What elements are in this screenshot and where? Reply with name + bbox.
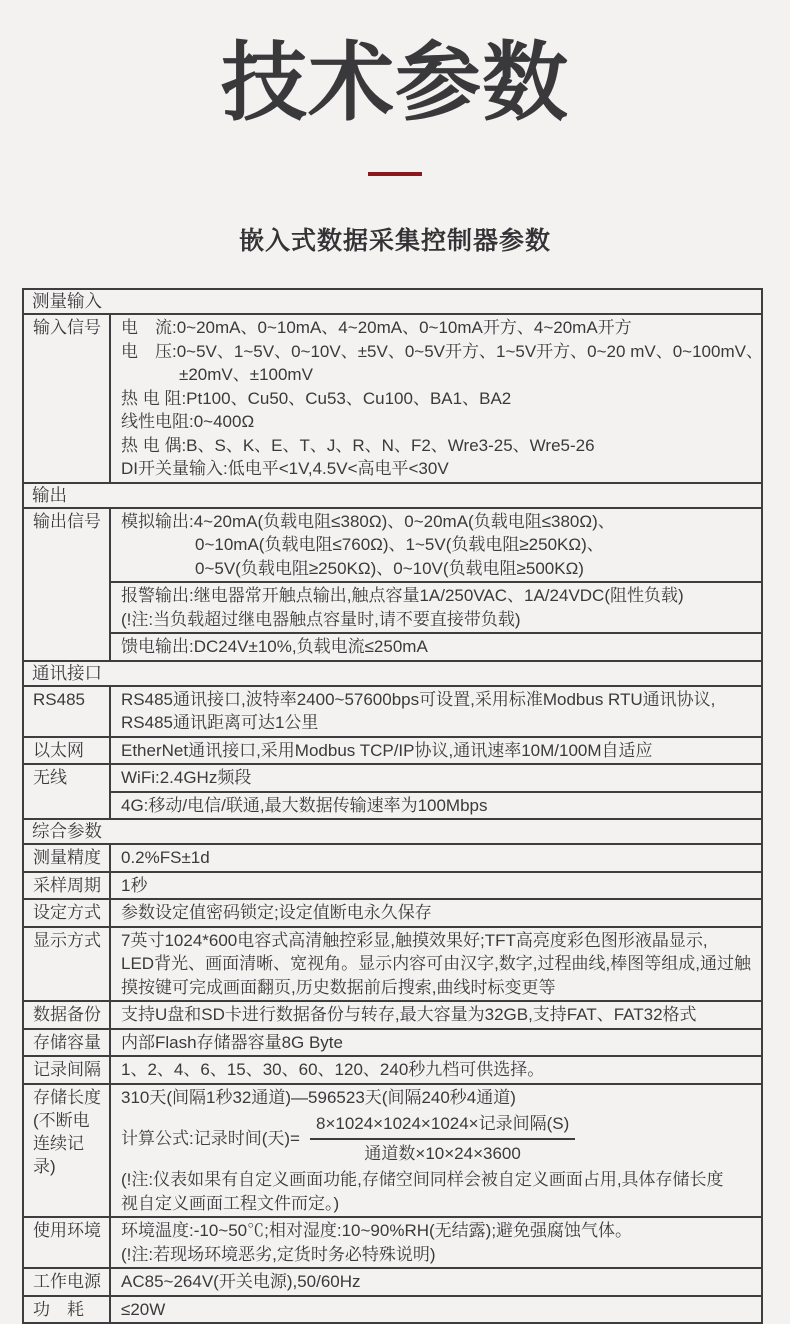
spec-label-accuracy: 测量精度 bbox=[24, 845, 111, 871]
spec-label-output-signal: 输出信号 bbox=[24, 509, 111, 660]
spec-row-backup bbox=[24, 1000, 761, 1028]
spec-value-accuracy bbox=[111, 845, 761, 871]
alarm-output-block bbox=[111, 581, 761, 632]
power-line: AC85~264V(开关电源),50/60Hz bbox=[121, 1272, 361, 1291]
spec-value-power bbox=[111, 1269, 761, 1295]
section-header-label: 输出 bbox=[32, 484, 67, 505]
spec-row-accuracy bbox=[24, 843, 761, 871]
spec-row-wireless bbox=[24, 763, 761, 818]
spec-value-input-signal bbox=[111, 315, 767, 482]
ethernet-line: EtherNet通讯接口,采用Modbus TCP/IP协议,通讯速率10M/100M自适应 bbox=[121, 740, 653, 760]
spec-value-rs485 bbox=[111, 687, 761, 736]
spec-value-display bbox=[111, 928, 761, 1001]
storage-formula bbox=[121, 1109, 757, 1168]
spec-value-setting bbox=[111, 900, 761, 926]
spec-row-sampling bbox=[24, 871, 761, 899]
alarm-output-note: (!注:当负载超过继电器触点容量时,请不要直接带负载) bbox=[121, 609, 521, 629]
page-title: 技术参数 bbox=[221, 35, 569, 131]
input-voltage-line-cont: ±20mV、±100mV bbox=[179, 365, 313, 384]
spec-label-capacity: 存储容量 bbox=[24, 1030, 111, 1056]
spec-row-consumption bbox=[24, 1295, 761, 1323]
spec-row-power bbox=[24, 1267, 761, 1295]
cellular-line: 4G:移动/电信/联通,最大数据传输速率为100Mbps bbox=[121, 795, 488, 815]
spec-label-display: 显示方式 bbox=[24, 928, 111, 1001]
display-line: 摸按键可完成画面翻页,历史数据前后搜索,曲线时标变更等 bbox=[121, 977, 556, 997]
section-header-measure-input bbox=[24, 290, 761, 313]
environment-line: 环境温度:-10~50℃;相对湿度:10~90%RH(无结露);避免强腐蚀气体。 bbox=[121, 1221, 633, 1240]
rs485-line: RS485通讯接口,波特率2400~57600bps可设置,采用标准Modbus RTU通讯协议, bbox=[121, 689, 716, 709]
spec-value-wireless bbox=[111, 765, 761, 818]
storage-formula-numerator: 8×1024×1024×1024×记录间隔(S) bbox=[310, 1112, 575, 1140]
storage-label-line: (不断电 bbox=[33, 1110, 90, 1130]
alarm-output-line: 报警输出:继电器常开触点输出,触点容量1A/250VAC、1A/24VDC(阻性负载) bbox=[121, 586, 684, 605]
analog-output-line: 模拟输出:4~20mA(负载电阻≤380Ω)、0~20mA(负载电阻≤380Ω)、 bbox=[121, 511, 615, 531]
spec-row-setting bbox=[24, 898, 761, 926]
spec-label-backup: 数据备份 bbox=[24, 1002, 111, 1028]
spec-label-power: 工作电源 bbox=[24, 1269, 111, 1295]
table-subtitle: 嵌入式数据采集控制器参数 bbox=[238, 227, 551, 255]
spec-value-environment bbox=[111, 1218, 761, 1267]
spec-row-rs485 bbox=[24, 685, 761, 736]
input-thermocouple-line: 热 电 偶:B、S、K、E、T、J、R、N、F2、Wre3-25、Wre5-26 bbox=[121, 435, 595, 455]
storage-label-line: 存储长度 bbox=[33, 1087, 101, 1107]
storage-range-line: 310天(间隔1秒32通道)—596523天(间隔240秒4通道) bbox=[121, 1087, 516, 1107]
input-linear-resistance-line: 线性电阻:0~400Ω bbox=[121, 412, 255, 431]
display-line: LED背光、画面清晰、宽视角。显示内容可由汉字,数字,过程曲线,棒图等组成,通过触 bbox=[121, 954, 751, 973]
spec-value-ethernet bbox=[111, 738, 761, 764]
spec-label-wireless: 无线 bbox=[24, 765, 111, 818]
spec-table bbox=[22, 288, 763, 1324]
spec-label-setting: 设定方式 bbox=[24, 900, 111, 926]
accuracy-line: 0.2%FS±1d bbox=[121, 848, 210, 867]
spec-value-sampling bbox=[111, 873, 761, 899]
rs485-line-cont: RS485通讯距离可达1公里 bbox=[121, 713, 319, 732]
section-header-communication bbox=[24, 660, 761, 685]
section-header-general bbox=[24, 818, 761, 843]
spec-row-input-signal bbox=[24, 313, 761, 482]
feed-output-block bbox=[111, 632, 761, 660]
consumption-line: ≤20W bbox=[121, 1299, 166, 1319]
spec-label-sampling: 采样周期 bbox=[24, 873, 111, 899]
cellular-block bbox=[111, 791, 761, 819]
spec-row-ethernet bbox=[24, 736, 761, 764]
spec-label-ethernet: 以太网 bbox=[24, 738, 111, 764]
setting-line: 参数设定值密码锁定;设定值断电永久保存 bbox=[121, 903, 432, 922]
spec-value-consumption bbox=[111, 1297, 761, 1323]
capacity-line: 内部Flash存储器容量8G Byte bbox=[121, 1032, 343, 1052]
spec-row-storage-length bbox=[24, 1083, 761, 1217]
spec-label-input-signal: 输入信号 bbox=[24, 315, 111, 482]
storage-label-line: 连续记录) bbox=[33, 1133, 84, 1176]
accent-divider bbox=[368, 172, 422, 176]
spec-label-environment: 使用环境 bbox=[24, 1218, 111, 1267]
input-voltage-line: 电 压:0~5V、1~5V、0~10V、±5V、0~5V开方、1~5V开方、0~20 mV、0~100mV、 bbox=[121, 341, 763, 361]
environment-note-line: (!注:若现场环境恶劣,定货时务必特殊说明) bbox=[121, 1244, 436, 1264]
spec-label-rs485: RS485 bbox=[24, 687, 111, 736]
storage-note-line: (!注:仪表如果有自定义画面功能,存储空间同样会被自定义画面占用,具体存储长度 bbox=[121, 1170, 724, 1189]
interval-line: 1、2、4、6、15、30、60、120、240秒九档可供选择。 bbox=[121, 1060, 545, 1079]
spec-value-backup bbox=[111, 1002, 761, 1028]
storage-formula-fraction bbox=[310, 1112, 575, 1166]
analog-output-line-cont: 0~5V(负载电阻≥250KΩ)、0~10V(负载电阻≥500KΩ) bbox=[195, 558, 584, 578]
section-header-label: 通讯接口 bbox=[32, 662, 102, 683]
spec-value-interval bbox=[111, 1057, 761, 1083]
spec-label-interval: 记录间隔 bbox=[24, 1057, 111, 1083]
spec-label-storage-length bbox=[24, 1085, 111, 1217]
spec-row-interval bbox=[24, 1055, 761, 1083]
section-header-output bbox=[24, 482, 761, 507]
section-header-label: 测量输入 bbox=[32, 291, 102, 311]
backup-line: 支持U盘和SD卡进行数据备份与转存,最大容量为32GB,支持FAT、FAT32格式 bbox=[121, 1005, 697, 1024]
analog-output-line-cont: 0~10mA(负载电阻≤760Ω)、1~5V(负载电阻≥250KΩ)、 bbox=[195, 535, 604, 554]
spec-row-capacity bbox=[24, 1028, 761, 1056]
wifi-line: WiFi:2.4GHz频段 bbox=[121, 768, 252, 787]
spec-value-storage-length bbox=[111, 1085, 761, 1217]
storage-formula-denominator: 通道数×10×24×3600 bbox=[364, 1144, 521, 1163]
input-di-line: DI开关量输入:低电平<1V,4.5V<高电平<30V bbox=[121, 459, 449, 478]
analog-output-block bbox=[111, 509, 761, 582]
input-rtd-line: 热 电 阻:Pt100、Cu50、Cu53、Cu100、BA1、BA2 bbox=[121, 388, 512, 408]
spec-row-display bbox=[24, 926, 761, 1001]
feed-output-line: 馈电输出:DC24V±10%,负载电流≤250mA bbox=[121, 637, 428, 656]
wifi-block bbox=[111, 765, 761, 791]
spec-row-output-signal bbox=[24, 507, 761, 660]
storage-note-line: 视自定义画面工程文件而定。) bbox=[121, 1193, 340, 1213]
section-header-label: 综合参数 bbox=[32, 821, 102, 841]
spec-label-consumption: 功 耗 bbox=[24, 1297, 111, 1323]
spec-value-output-signal bbox=[111, 509, 761, 660]
spec-row-environment bbox=[24, 1216, 761, 1267]
spec-value-capacity bbox=[111, 1030, 761, 1056]
sampling-line: 1秒 bbox=[121, 875, 148, 895]
display-line: 7英寸1024*600电容式高清触控彩显,触摸效果好;TFT高亮度彩色图形液晶显示, bbox=[121, 930, 708, 950]
storage-formula-prefix: 计算公式:记录时间(天)= bbox=[121, 1129, 300, 1149]
input-current-line: 电 流:0~20mA、0~10mA、4~20mA、0~10mA开方、4~20mA开方 bbox=[121, 318, 632, 337]
